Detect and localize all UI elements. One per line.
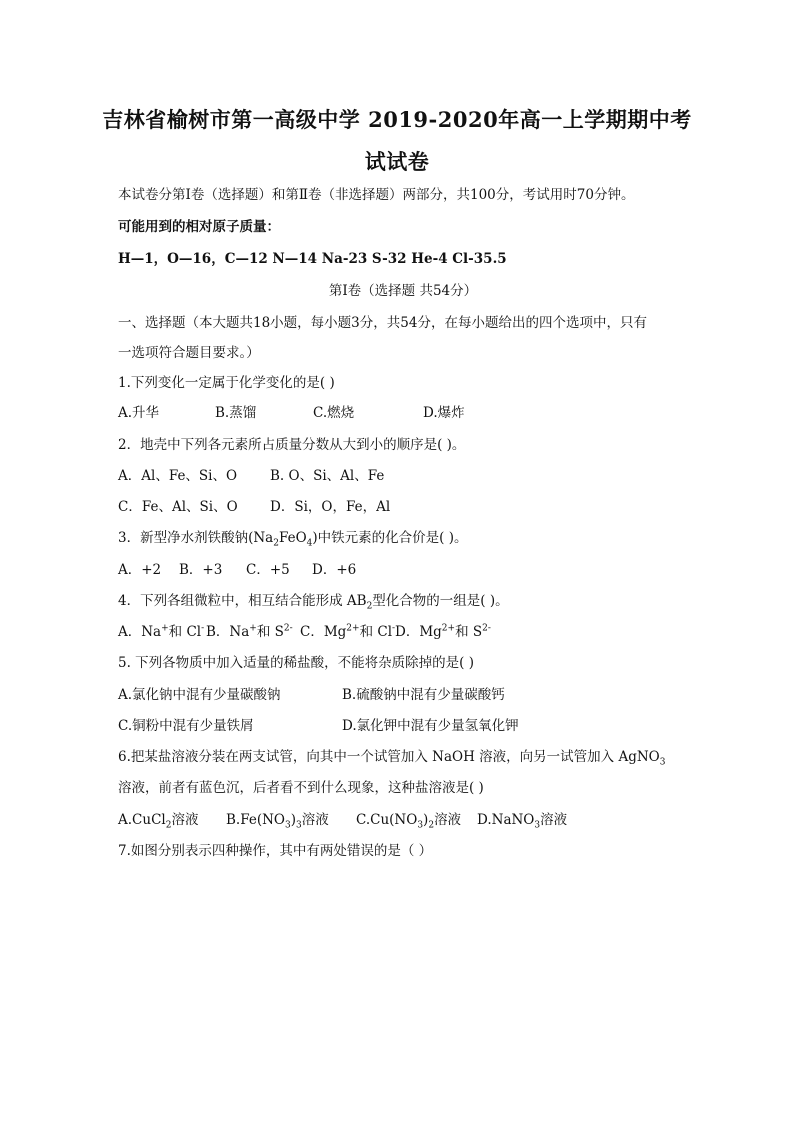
question-4-c-pre: C．Mg bbox=[300, 624, 347, 640]
question-2-option-d: D．Si，O，Fe，Al bbox=[270, 499, 391, 515]
question-4-c-mid: 和 Cl bbox=[359, 624, 393, 640]
question-3-stem-mid: FeO bbox=[278, 530, 307, 546]
question-3-option-c: C．+5 bbox=[246, 562, 290, 578]
question-6-a-pre: A.CuCl bbox=[118, 812, 166, 828]
question-6-b-pre: B.Fe(NO bbox=[226, 812, 285, 828]
question-4-d-sup1: 2+ bbox=[441, 623, 456, 634]
question-4-b-sup1: + bbox=[249, 623, 257, 634]
question-4-a-sup1: + bbox=[161, 623, 169, 634]
question-2-option-b: B. O、Si、Al、Fe bbox=[270, 468, 385, 484]
question-3-option-b: B．+3 bbox=[179, 562, 223, 578]
question-4-stem-pre: 4．下列各组微粒中，相互结合能形成 AB bbox=[118, 593, 367, 609]
atomic-mass-heading: 可能用到的相对原子质量： bbox=[118, 219, 280, 235]
question-5-option-d: D.氯化钾中混有少量氢氧化钾 bbox=[342, 718, 519, 734]
exam-title-line1: 吉林省榆树市第一高级中学 2019-2020年高一上学期期中考 bbox=[102, 107, 692, 132]
question-6-d-pre: D.NaNO bbox=[477, 812, 535, 828]
question-5-option-c: C.铜粉中混有少量铁屑 bbox=[118, 718, 254, 734]
question-4-b-mid: 和 S bbox=[256, 624, 284, 640]
question-4-c-sup2: - bbox=[392, 623, 396, 634]
exam-title-line2: 试试卷 bbox=[364, 149, 430, 174]
question-6-c-post: 溶液 bbox=[434, 812, 462, 828]
part1-heading: 第Ⅰ卷（选择题 共54分） bbox=[328, 283, 478, 299]
question-4-d-mid: 和 S bbox=[455, 624, 483, 640]
question-4-b-pre: B．Na bbox=[206, 624, 250, 640]
question-4-stem bbox=[118, 592, 509, 610]
question-3-option-a: A．+2 bbox=[118, 562, 162, 578]
question-4-sub: 2 bbox=[366, 601, 373, 612]
question-6-option-d bbox=[477, 811, 567, 829]
question-4-d-pre: D．Mg bbox=[395, 624, 442, 640]
question-1-option-a: A.升华 bbox=[118, 405, 160, 421]
question-4-b-sup2: 2- bbox=[283, 623, 293, 634]
question-6-d-post: 溶液 bbox=[540, 812, 568, 828]
question-2-option-a: A．Al、Fe、Si、O bbox=[118, 468, 238, 484]
question-6-b-sub2: 3 bbox=[296, 820, 302, 831]
question-6-d-sub: 3 bbox=[534, 820, 541, 831]
question-4-option-b bbox=[206, 623, 293, 641]
question-6-a-post: 溶液 bbox=[171, 812, 199, 828]
question-3-stem-post: )中铁元素的化合价是( )。 bbox=[312, 530, 468, 546]
question-6-stem-pre: 6.把某盐溶液分装在两支试管，向其中一个试管加入 NaOH 溶液，向另一试管加入 AgNO bbox=[118, 749, 660, 765]
question-3-sub-1: 2 bbox=[273, 538, 279, 549]
question-4-stem-post: 型化合物的一组是( )。 bbox=[372, 593, 509, 609]
atomic-mass-list: H—1，O—16，C—12 N—14 Na-23 S-32 He-4 Cl-35.5 bbox=[118, 251, 507, 267]
question-3-sub-2: 4 bbox=[306, 538, 313, 549]
section1-instructions-line2: 一选项符合题目要求。） bbox=[118, 345, 260, 361]
question-4-a-sup2: - bbox=[201, 623, 205, 634]
question-6-stem-line1 bbox=[118, 748, 665, 766]
question-3-stem-pre: 3．新型净水剂铁酸钠(Na bbox=[118, 530, 274, 546]
question-2-stem: 2．地壳中下列各元素所占质量分数从大到小的顺序是( )。 bbox=[118, 437, 466, 453]
section1-instructions-line1: 一、选择题（本大题共18小题，每小题3分，共54分，在每小题给出的四个选项中，只有 bbox=[118, 315, 647, 331]
question-6-a-sub: 2 bbox=[165, 820, 172, 831]
question-1-option-b: B.蒸馏 bbox=[215, 405, 257, 421]
question-4-option-a bbox=[118, 623, 204, 641]
question-4-option-c bbox=[300, 623, 395, 641]
question-1-option-d: D.爆炸 bbox=[423, 405, 465, 421]
question-6-c-mid: ) bbox=[423, 812, 429, 828]
question-4-d-sup2: 2- bbox=[482, 623, 491, 634]
question-6-c-pre: C.Cu(NO bbox=[356, 812, 418, 828]
question-4-option-d bbox=[395, 623, 491, 641]
question-1-option-c: C.燃烧 bbox=[313, 405, 355, 421]
question-5-stem: 5. 下列各物质中加入适量的稀盐酸，不能将杂质除掉的是( ) bbox=[118, 655, 474, 671]
question-6-b-sub: 3 bbox=[284, 820, 291, 831]
question-6-c-sub2: 2 bbox=[428, 820, 435, 831]
question-4-c-sup1: 2+ bbox=[346, 623, 360, 634]
question-5-option-b: B.硫酸钠中混有少量碳酸钙 bbox=[342, 687, 505, 703]
question-3-stem bbox=[118, 529, 467, 547]
question-6-option-a bbox=[118, 811, 198, 829]
question-6-option-c bbox=[356, 811, 461, 829]
question-2-option-c: C．Fe、Al、Si、O bbox=[118, 499, 238, 515]
intro-text: 本试卷分第Ⅰ卷（选择题）和第Ⅱ卷（非选择题）两部分，共100分，考试用时70分钟。 bbox=[118, 187, 635, 203]
question-4-a-mid: 和 Cl bbox=[168, 624, 202, 640]
question-7-stem: 7.如图分别表示四种操作，其中有两处错误的是（ ） bbox=[118, 843, 433, 859]
question-1-stem: 1.下列变化一定属于化学变化的是( ) bbox=[118, 375, 335, 391]
question-4-a-pre: A．Na bbox=[118, 624, 162, 640]
question-6-stem-sub: 3 bbox=[659, 757, 666, 768]
question-6-b-mid: ) bbox=[290, 812, 296, 828]
question-6-b-post: 溶液 bbox=[301, 812, 329, 828]
question-6-c-sub: 3 bbox=[417, 820, 424, 831]
question-6-stem-line2: 溶液，前者有蓝色沉，后者看不到什么现象，这种盐溶液是( ) bbox=[118, 780, 484, 796]
question-5-option-a: A.氯化钠中混有少量碳酸钠 bbox=[118, 687, 281, 703]
question-3-option-d: D．+6 bbox=[312, 562, 357, 578]
question-6-option-b bbox=[226, 811, 329, 829]
